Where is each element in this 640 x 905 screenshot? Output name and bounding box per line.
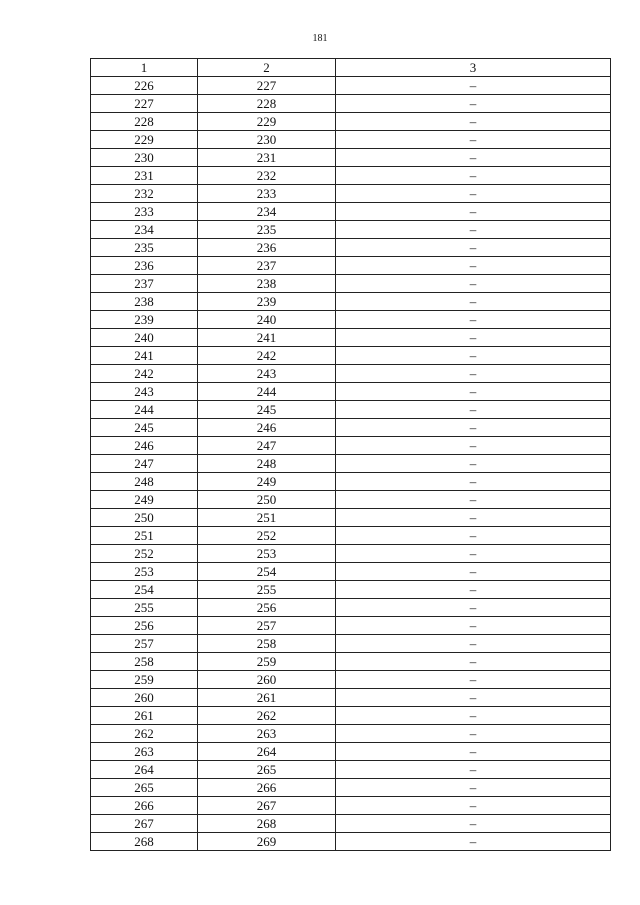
table-cell: 268 [91, 833, 198, 851]
table-cell: 243 [198, 365, 336, 383]
table-cell: 254 [91, 581, 198, 599]
table-cell: 241 [198, 329, 336, 347]
table-cell: 234 [91, 221, 198, 239]
table-cell: – [336, 131, 611, 149]
data-table [90, 58, 611, 851]
table-cell: 235 [91, 239, 198, 257]
table-cell: – [336, 167, 611, 185]
table-cell: 247 [91, 455, 198, 473]
table-cell: – [336, 491, 611, 509]
table-row [91, 743, 611, 761]
table-cell: 248 [91, 473, 198, 491]
table-cell: – [336, 689, 611, 707]
table-cell: 231 [198, 149, 336, 167]
table-cell: 252 [91, 545, 198, 563]
table-cell: – [336, 365, 611, 383]
table-cell: 263 [198, 725, 336, 743]
table-cell: 229 [91, 131, 198, 149]
table-cell: 264 [91, 761, 198, 779]
table-cell: 244 [198, 383, 336, 401]
table-cell: 231 [91, 167, 198, 185]
table-cell: – [336, 617, 611, 635]
table-row [91, 761, 611, 779]
table-cell: 245 [91, 419, 198, 437]
table-cell: 260 [91, 689, 198, 707]
table-cell: 266 [91, 797, 198, 815]
table-cell: – [336, 671, 611, 689]
table-row [91, 617, 611, 635]
table-cell: – [336, 545, 611, 563]
table-cell: 235 [198, 221, 336, 239]
table-cell: – [336, 275, 611, 293]
table-cell: 259 [91, 671, 198, 689]
table-cell: 267 [198, 797, 336, 815]
table-cell: 232 [198, 167, 336, 185]
table-cell: – [336, 563, 611, 581]
table-cell: – [336, 797, 611, 815]
table-cell: – [336, 239, 611, 257]
table-cell: – [336, 779, 611, 797]
table-cell: 226 [91, 77, 198, 95]
table-cell: 239 [91, 311, 198, 329]
table-row [91, 797, 611, 815]
table-row [91, 725, 611, 743]
table-cell: – [336, 761, 611, 779]
table-cell: 260 [198, 671, 336, 689]
table-cell: – [336, 401, 611, 419]
table-cell: 242 [91, 365, 198, 383]
table-cell: 237 [198, 257, 336, 275]
table-row [91, 293, 611, 311]
table-row [91, 671, 611, 689]
table-cell: – [336, 527, 611, 545]
table-cell: 240 [198, 311, 336, 329]
table-cell: – [336, 833, 611, 851]
column-header: 2 [198, 59, 336, 77]
table-header-row [91, 59, 611, 77]
table-cell: 266 [198, 779, 336, 797]
table-row [91, 707, 611, 725]
column-header: 3 [336, 59, 611, 77]
table-cell: – [336, 581, 611, 599]
table-cell: 263 [91, 743, 198, 761]
table-row [91, 239, 611, 257]
table-cell: – [336, 599, 611, 617]
table-cell: 253 [91, 563, 198, 581]
table-cell: 246 [198, 419, 336, 437]
table-row [91, 257, 611, 275]
table-cell: 230 [198, 131, 336, 149]
table-cell: – [336, 383, 611, 401]
table-cell: – [336, 95, 611, 113]
table-row [91, 815, 611, 833]
table-cell: – [336, 257, 611, 275]
table-row [91, 491, 611, 509]
column-header: 1 [91, 59, 198, 77]
table-cell: 254 [198, 563, 336, 581]
table-cell: – [336, 743, 611, 761]
table-row [91, 347, 611, 365]
table-cell: – [336, 509, 611, 527]
table-cell: 228 [198, 95, 336, 113]
table-cell: 251 [91, 527, 198, 545]
table-cell: 247 [198, 437, 336, 455]
table-cell: – [336, 311, 611, 329]
table-row [91, 311, 611, 329]
table-cell: 229 [198, 113, 336, 131]
table-cell: 230 [91, 149, 198, 167]
table-cell: – [336, 725, 611, 743]
table-cell: 255 [91, 599, 198, 617]
table-row [91, 383, 611, 401]
table-cell: 232 [91, 185, 198, 203]
table-cell: 262 [91, 725, 198, 743]
table-row [91, 653, 611, 671]
table-cell: 236 [91, 257, 198, 275]
table-cell: – [336, 221, 611, 239]
table-cell: 236 [198, 239, 336, 257]
table-row [91, 365, 611, 383]
table-cell: 250 [198, 491, 336, 509]
table-cell: – [336, 185, 611, 203]
table-row [91, 581, 611, 599]
table-row [91, 275, 611, 293]
table-row [91, 527, 611, 545]
table-cell: 262 [198, 707, 336, 725]
table-cell: 264 [198, 743, 336, 761]
table-cell: – [336, 113, 611, 131]
page-number: 181 [312, 33, 328, 44]
table-row [91, 635, 611, 653]
table-row [91, 149, 611, 167]
table-row [91, 437, 611, 455]
table-cell: 258 [198, 635, 336, 653]
table-row [91, 131, 611, 149]
table-cell: – [336, 293, 611, 311]
table-row [91, 419, 611, 437]
table-cell: 261 [198, 689, 336, 707]
table-cell: 227 [198, 77, 336, 95]
table-row [91, 545, 611, 563]
table-cell: 238 [91, 293, 198, 311]
table-cell: 269 [198, 833, 336, 851]
table-row [91, 599, 611, 617]
table-cell: – [336, 419, 611, 437]
table-cell: – [336, 437, 611, 455]
table-cell: – [336, 455, 611, 473]
table-row [91, 221, 611, 239]
table-cell: 228 [91, 113, 198, 131]
table-cell: – [336, 815, 611, 833]
table-cell: – [336, 473, 611, 491]
table-cell: 233 [91, 203, 198, 221]
table-cell: 257 [91, 635, 198, 653]
table-row [91, 473, 611, 491]
table-cell: – [336, 653, 611, 671]
table-cell: 250 [91, 509, 198, 527]
table-row [91, 563, 611, 581]
table-cell: 261 [91, 707, 198, 725]
table-row [91, 185, 611, 203]
table-cell: 248 [198, 455, 336, 473]
table-cell: 240 [91, 329, 198, 347]
table-cell: 246 [91, 437, 198, 455]
table-cell: 255 [198, 581, 336, 599]
table-body [91, 77, 611, 851]
table-header [91, 59, 611, 77]
table-cell: 268 [198, 815, 336, 833]
table-cell: 249 [198, 473, 336, 491]
table-cell: 252 [198, 527, 336, 545]
table-cell: – [336, 77, 611, 95]
table-row [91, 833, 611, 851]
table-row [91, 509, 611, 527]
table-row [91, 689, 611, 707]
table-row [91, 167, 611, 185]
table-cell: 265 [198, 761, 336, 779]
table-cell: 258 [91, 653, 198, 671]
table-cell: 227 [91, 95, 198, 113]
table-row [91, 401, 611, 419]
table-cell: – [336, 329, 611, 347]
table-row [91, 77, 611, 95]
table-cell: 233 [198, 185, 336, 203]
table-cell: 239 [198, 293, 336, 311]
table-row [91, 113, 611, 131]
table-row [91, 95, 611, 113]
table-cell: 241 [91, 347, 198, 365]
table-row [91, 455, 611, 473]
table-cell: – [336, 347, 611, 365]
table-cell: 234 [198, 203, 336, 221]
table-cell: – [336, 149, 611, 167]
table-cell: 257 [198, 617, 336, 635]
table-cell: 245 [198, 401, 336, 419]
table-cell: 259 [198, 653, 336, 671]
table-cell: 267 [91, 815, 198, 833]
table-row [91, 779, 611, 797]
table-cell: – [336, 635, 611, 653]
table-cell: 244 [91, 401, 198, 419]
table-cell: 256 [198, 599, 336, 617]
table-row [91, 329, 611, 347]
table-cell: 256 [91, 617, 198, 635]
table-cell: 243 [91, 383, 198, 401]
table-row [91, 203, 611, 221]
table-cell: 253 [198, 545, 336, 563]
table-cell: 249 [91, 491, 198, 509]
table-cell: 251 [198, 509, 336, 527]
table-cell: 265 [91, 779, 198, 797]
table-cell: 238 [198, 275, 336, 293]
table-cell: 237 [91, 275, 198, 293]
table-cell: 242 [198, 347, 336, 365]
table-cell: – [336, 707, 611, 725]
table-cell: – [336, 203, 611, 221]
